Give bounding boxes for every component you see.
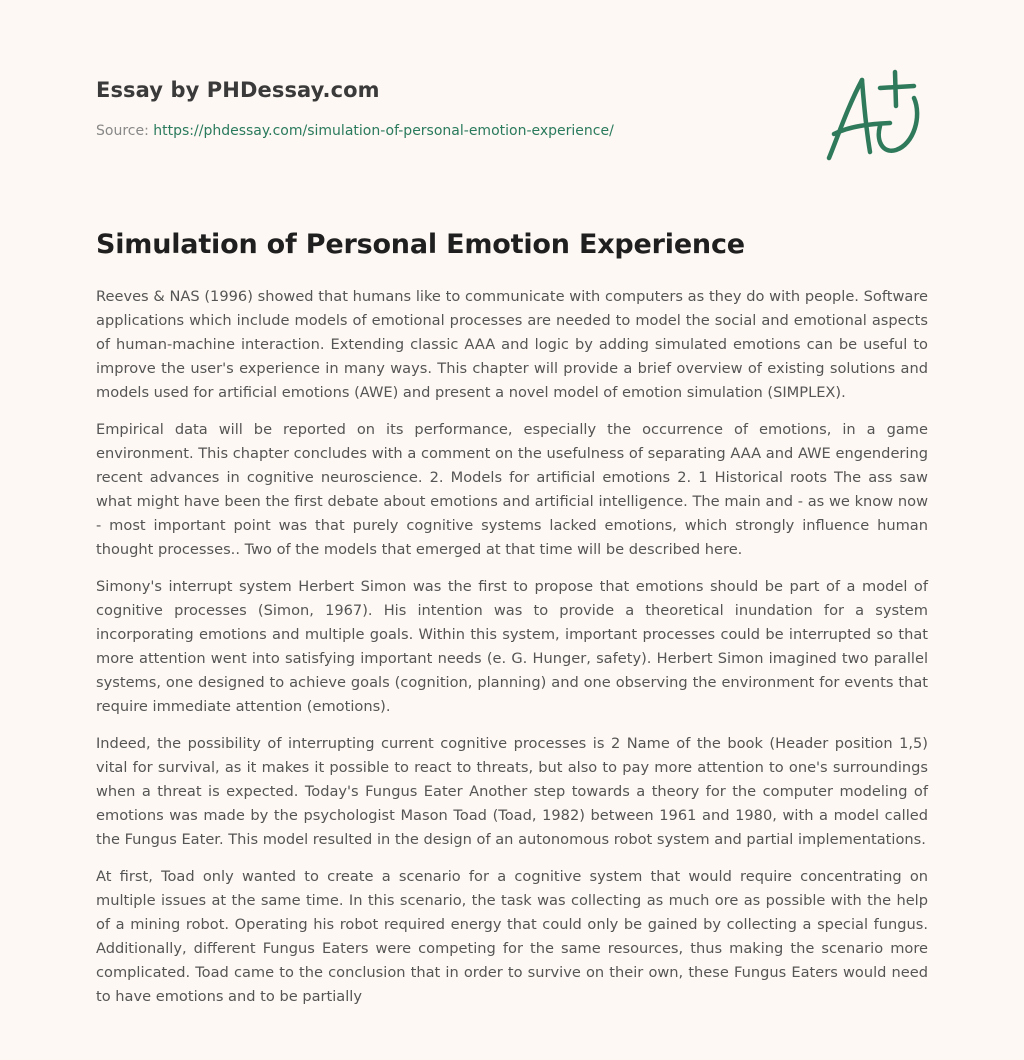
essay-title: Simulation of Personal Emotion Experience (96, 229, 745, 260)
logo-a-left-stroke (829, 80, 862, 158)
logo-a-right-stroke (862, 80, 870, 152)
essay-header (96, 76, 696, 141)
essay-body (96, 285, 928, 1022)
source-link[interactable]: https://phdessay.com/simulation-of-personal-emotion-experience/ (153, 123, 614, 139)
essay-paragraph: Simony's interrupt system Herbert Simon was the first to propose that emotions should be part of a model of cognitive processes (Simon, 1967). His intention was to provide a theoretical inundation for a system incorporating emotions and multiple goals. Within this system, important processes could be interrupted so that more attention went into satisfying important needs (e. G. Hunger, safety). Herbert Simon imagined two parallel systems, one designed to achieve goals (cognition, planning) and one observing the environment for events that require immediate attention (emotions). (96, 578, 928, 715)
essay-paragraph: Empirical data will be reported on its performance, especially the occurrence of emotions, in a game environment. This chapter concludes with a comment on the usefulness of separating AAA and AWE engendering recent advances in cognitive neuroscience. 2. Models for artificial emotions 2. 1 Historical roots The ass saw what might have been the first debate about emotions and artificial intelligence. The main and - as we know now - most important point was that purely cognitive systems lacked emotions, which strongly influence human thought processes.. Two of the models that emerged at that time will be described here. (96, 421, 928, 558)
a-plus-grade-logo-icon (820, 66, 930, 166)
essay-paragraph: At first, Toad only wanted to create a scenario for a cognitive system that would require concentrating on multiple issues at the same time. In this scenario, the task was collecting as much ore as possible with the help of a mining robot. Operating his robot required energy that could only be gained by collecting a special fungus. Additionally, different Fungus Eaters were competing for the same resources, thus making the scenario more complicated. Toad came to the conclusion that in order to survive on their own, these Fungus Eaters would need to have emotions and to be partially (96, 868, 928, 1005)
essay-paragraph: Indeed, the possibility of interrupting current cognitive processes is 2 Name of the book (Header position 1,5) vital for survival, as it makes it possible to react to threats, but also to pay more attention to one's surroundings when a threat is expected. Today's Fungus Eater Another step towards a theory for the computer modeling of emotions was made by the psychologist Mason Toad (Toad, 1982) between 1961 and 1980, with a model called the Fungus Eater. This model resulted in the design of an autonomous robot system and partial implementations. (96, 735, 928, 848)
site-brand: Essay by PHDessay.com (96, 78, 380, 102)
source-line (96, 121, 696, 141)
source-label: Source: (96, 123, 149, 139)
logo-plus-horizontal (880, 86, 914, 88)
essay-paragraph: Reeves & NAS (1996) showed that humans like to communicate with computers as they do with people. Software applications which include models of emotional processes are needed to model the social and emotional aspects of human-machine interaction. Extending classic AAA and logic by adding simulated emotions can be useful to improve the user's experience in many ways. This chapter will provide a brief overview of existing solutions and models used for artificial emotions (AWE) and present a novel model of emotion simulation (SIMPLEX). (96, 288, 928, 401)
